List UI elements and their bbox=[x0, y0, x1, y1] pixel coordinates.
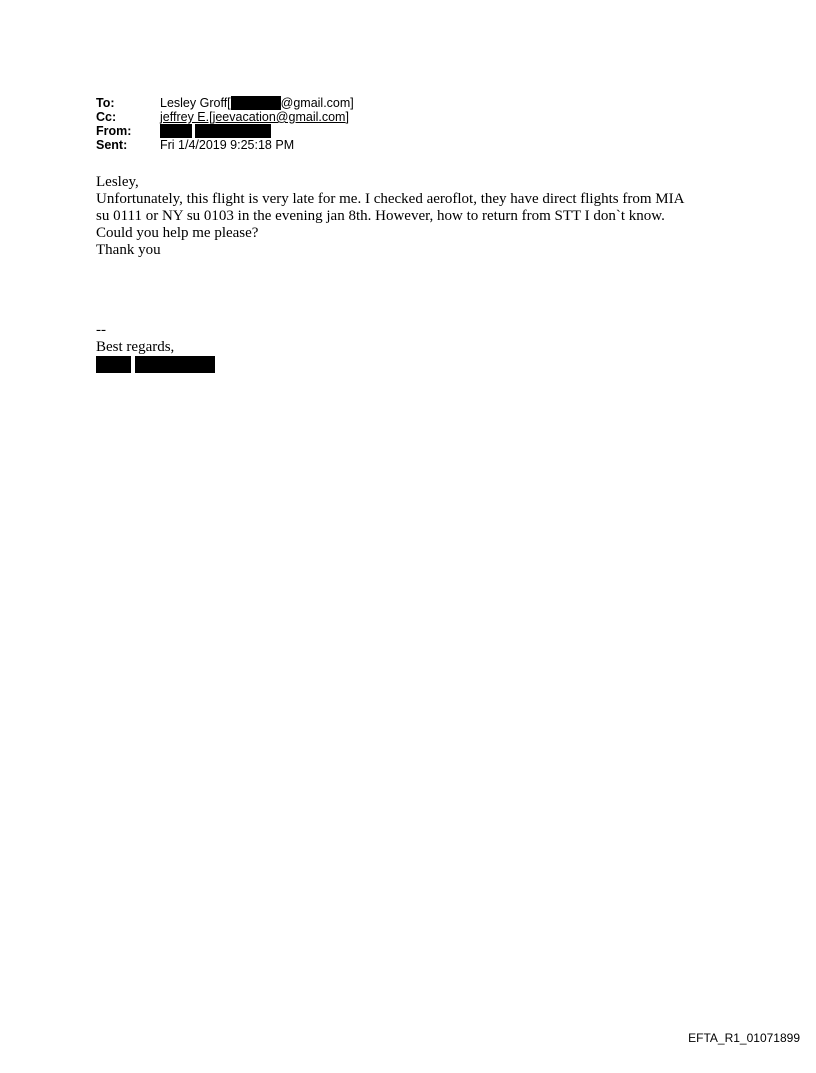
redaction-box bbox=[195, 124, 271, 138]
body-line: su 0111 or NY su 0103 in the evening jan 8th. However, how to return from STT I don`t know. bbox=[96, 208, 665, 224]
body-line: Could you help me please? bbox=[96, 225, 259, 241]
email-header bbox=[96, 96, 354, 152]
cc-label: Cc: bbox=[96, 110, 117, 124]
redaction-box bbox=[160, 124, 192, 138]
redaction-box bbox=[135, 356, 215, 373]
body-line: Thank you bbox=[96, 242, 161, 258]
redaction-box bbox=[96, 356, 131, 373]
body-line: Unfortunately, this flight is very late for me. I checked aeroflot, they have direct flights from MIA bbox=[96, 191, 685, 207]
cc-value: jeffrey E.[jeevacation@gmail.com] bbox=[160, 110, 349, 124]
to-name: Lesley Groff[ bbox=[160, 96, 231, 110]
signature-name-redacted bbox=[96, 356, 215, 373]
signature bbox=[96, 322, 215, 373]
redaction-box bbox=[231, 96, 281, 110]
document-id: EFTA_R1_01071899 bbox=[688, 1031, 800, 1045]
email-body bbox=[96, 174, 736, 259]
signature-dashes: -- bbox=[96, 322, 106, 338]
cc-row bbox=[96, 110, 354, 124]
sent-value: Fri 1/4/2019 9:25:18 PM bbox=[160, 138, 295, 152]
from-value bbox=[160, 124, 271, 138]
to-label: To: bbox=[96, 96, 115, 110]
to-domain: @gmail.com] bbox=[280, 96, 354, 110]
sent-label: Sent: bbox=[96, 138, 128, 152]
greeting: Lesley, bbox=[96, 174, 139, 190]
from-label: From: bbox=[96, 124, 132, 138]
signature-closing: Best regards, bbox=[96, 339, 175, 355]
from-row bbox=[96, 124, 354, 138]
to-value bbox=[160, 96, 354, 110]
to-row bbox=[96, 96, 354, 110]
sent-row bbox=[96, 138, 354, 152]
